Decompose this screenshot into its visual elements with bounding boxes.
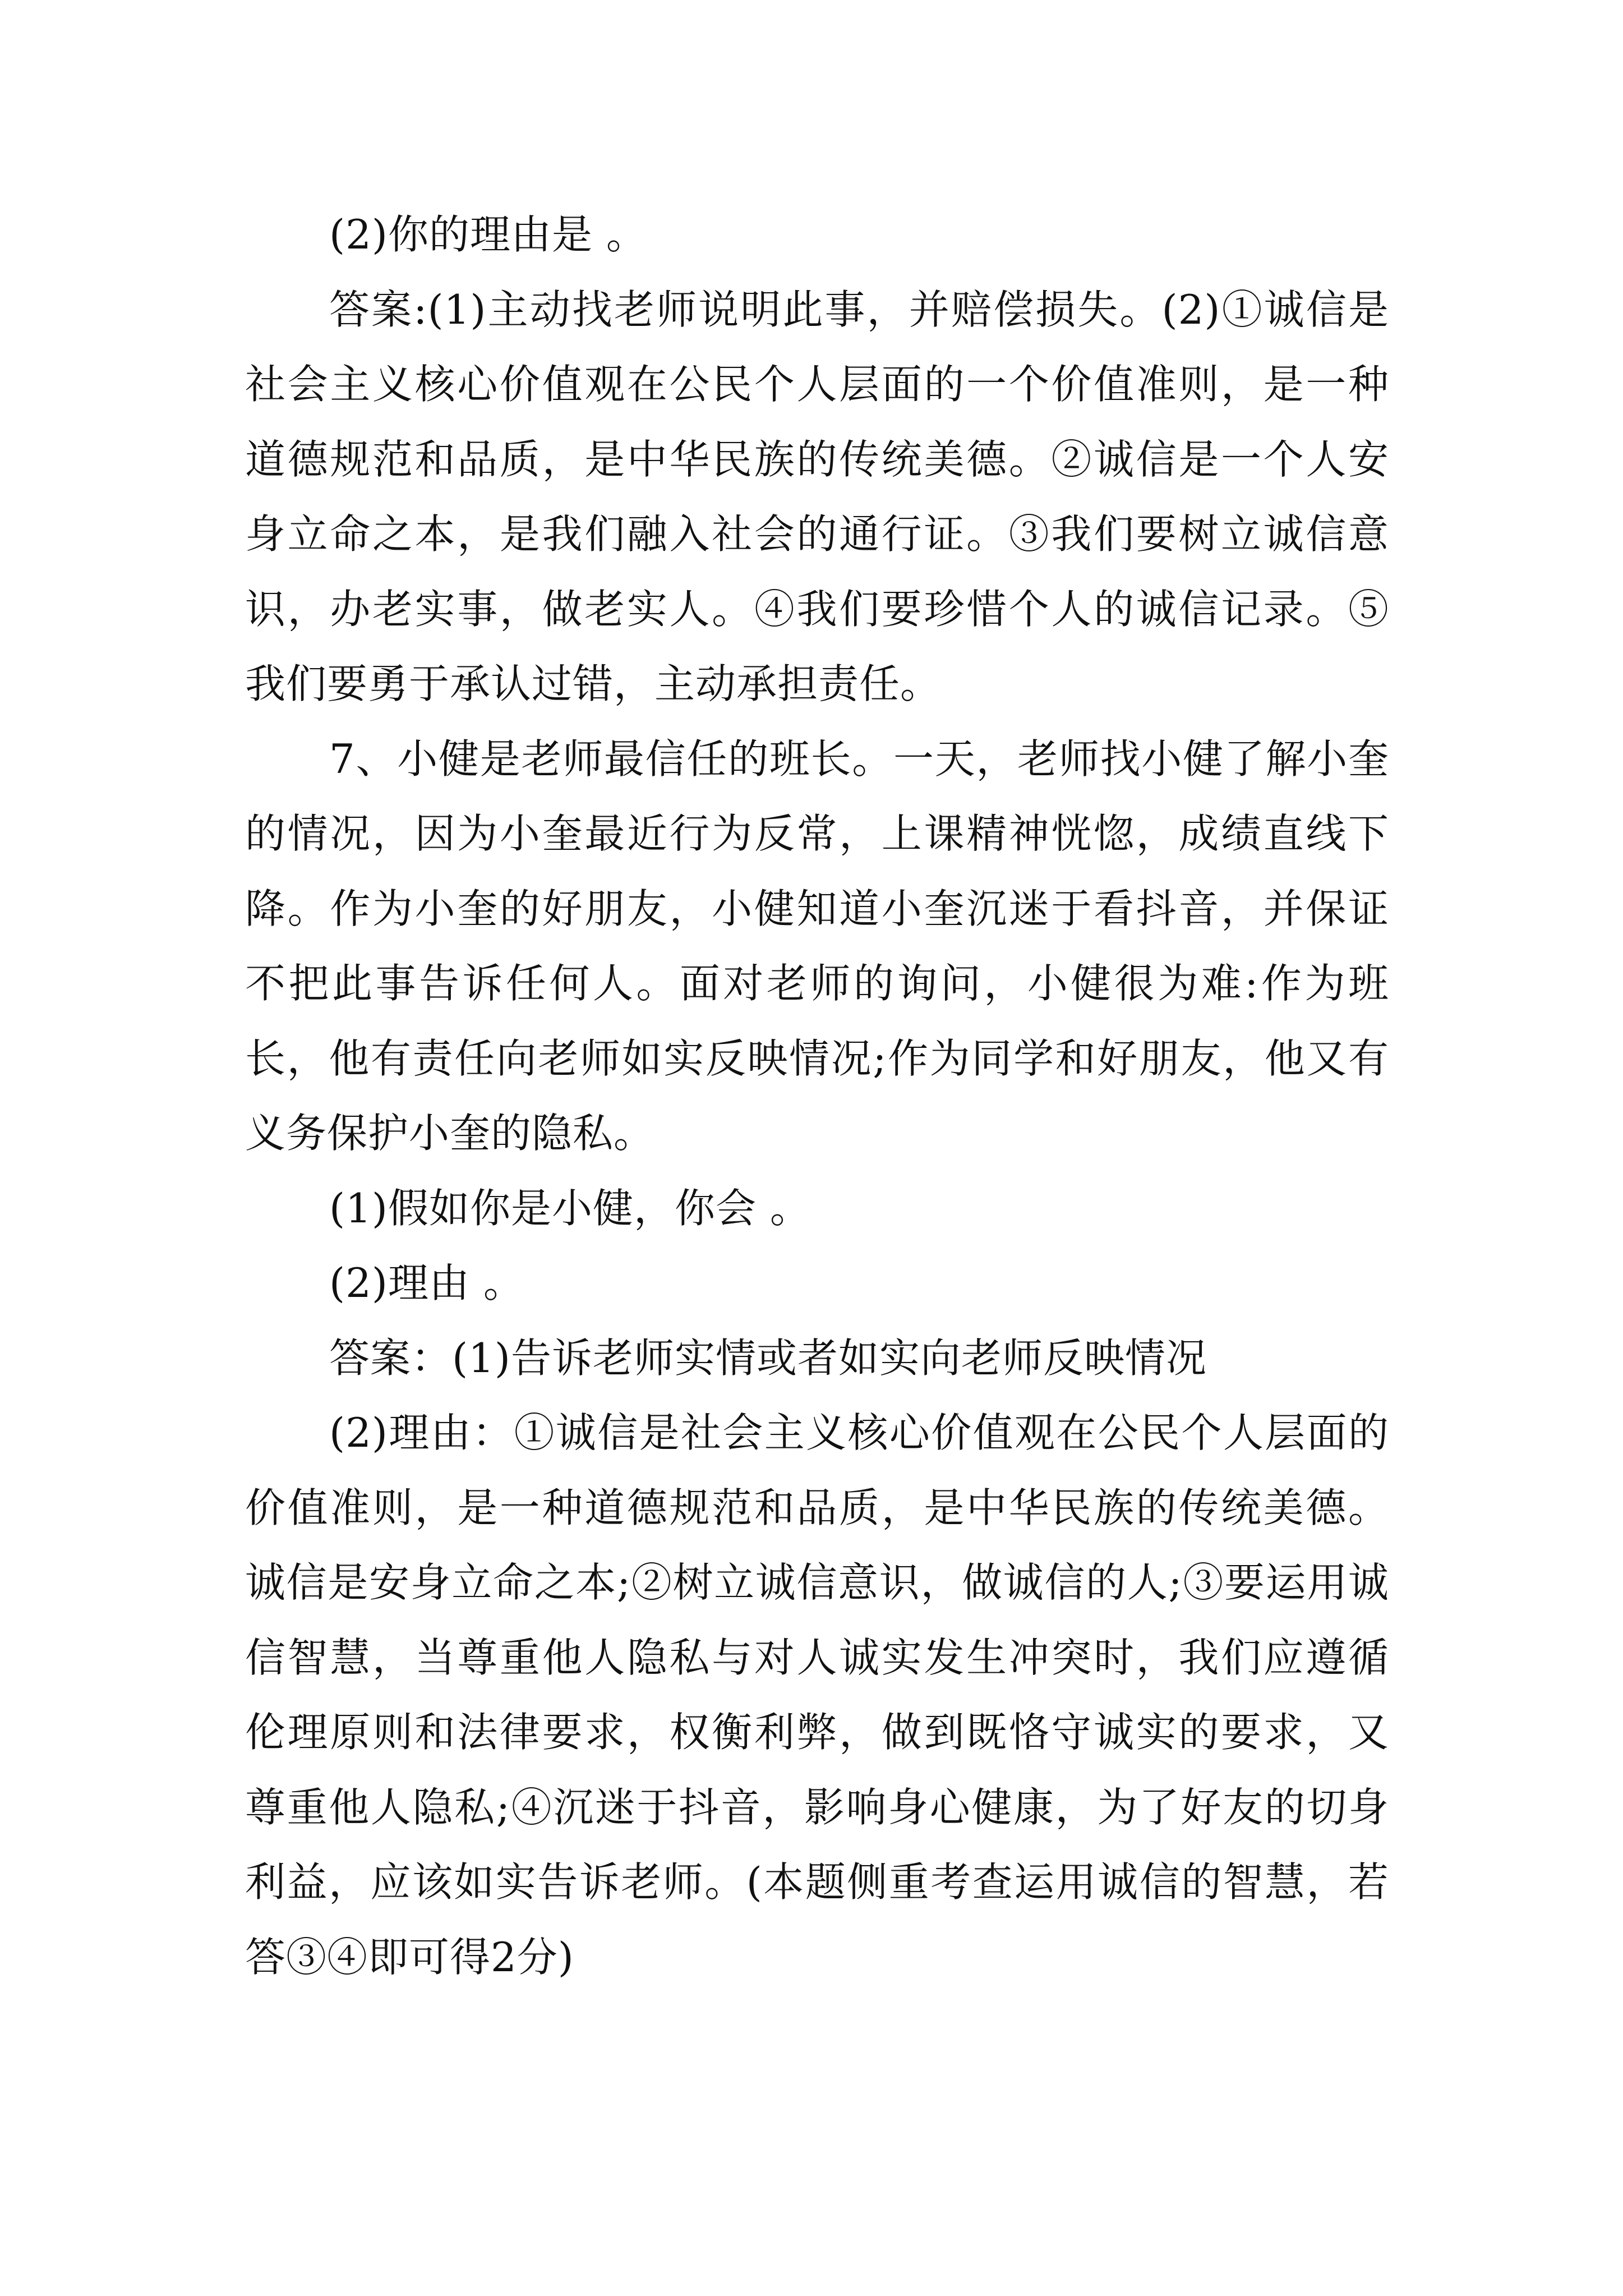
question-7-answer-part-1: 答案：(1)告诉老师实情或者如实向老师反映情况 xyxy=(329,1334,1207,1382)
document-body xyxy=(245,197,1389,1995)
question-7-part-2-prompt: (2)理由 。 xyxy=(329,1259,524,1306)
question-7-stem: 7、小健是老师最信任的班长。一天，老师找小健了解小奎的情况，因为小奎最近行为反常，上课精神恍惚，成绩直线下降。作为小奎的好朋友，小健知道小奎沉迷于看抖音，并保证不把此事告诉任何人。面对老师的询问，小健很为难:作为班长，他有责任向老师如实反映情况;作为同学和好朋友，他又有义务保护小奎的隐私。 xyxy=(245,735,1389,1157)
question-7-answer-part-2: (2)理由：①诚信是社会主义核心价值观在公民个人层面的价值准则，是一种道德规范和品质，是中华民族的传统美德。诚信是安身立命之本;②树立诚信意识，做诚信的人;③要运用诚信智慧，当尊重他人隐私与对人诚实发生冲突时，我们应遵循伦理原则和法律要求，权衡利弊，做到既恪守诚实的要求，又尊重他人隐私;④沉迷于抖音，影响身心健康，为了好友的切身利益，应该如实告诉老师。(本题侧重考查运用诚信的智慧，若答③④即可得2分) xyxy=(245,1409,1389,1981)
question-6-answer: 答案:(1)主动找老师说明此事，并赔偿损失。(2)①诚信是社会主义核心价值观在公民个人层面的一个价值准则，是一种道德规范和品质，是中华民族的传统美德。②诚信是一个人安身立命之本，是我们融入社会的通行证。③我们要树立诚信意识，办老实事，做老实人。④我们要珍惜个人的诚信记录。⑤我们要勇于承认过错，主动承担责任。 xyxy=(245,286,1389,707)
question-6-reason-prompt: (2)你的理由是 。 xyxy=(329,211,647,258)
question-7-part-1-prompt: (1)假如你是小健，你会 。 xyxy=(329,1184,811,1232)
